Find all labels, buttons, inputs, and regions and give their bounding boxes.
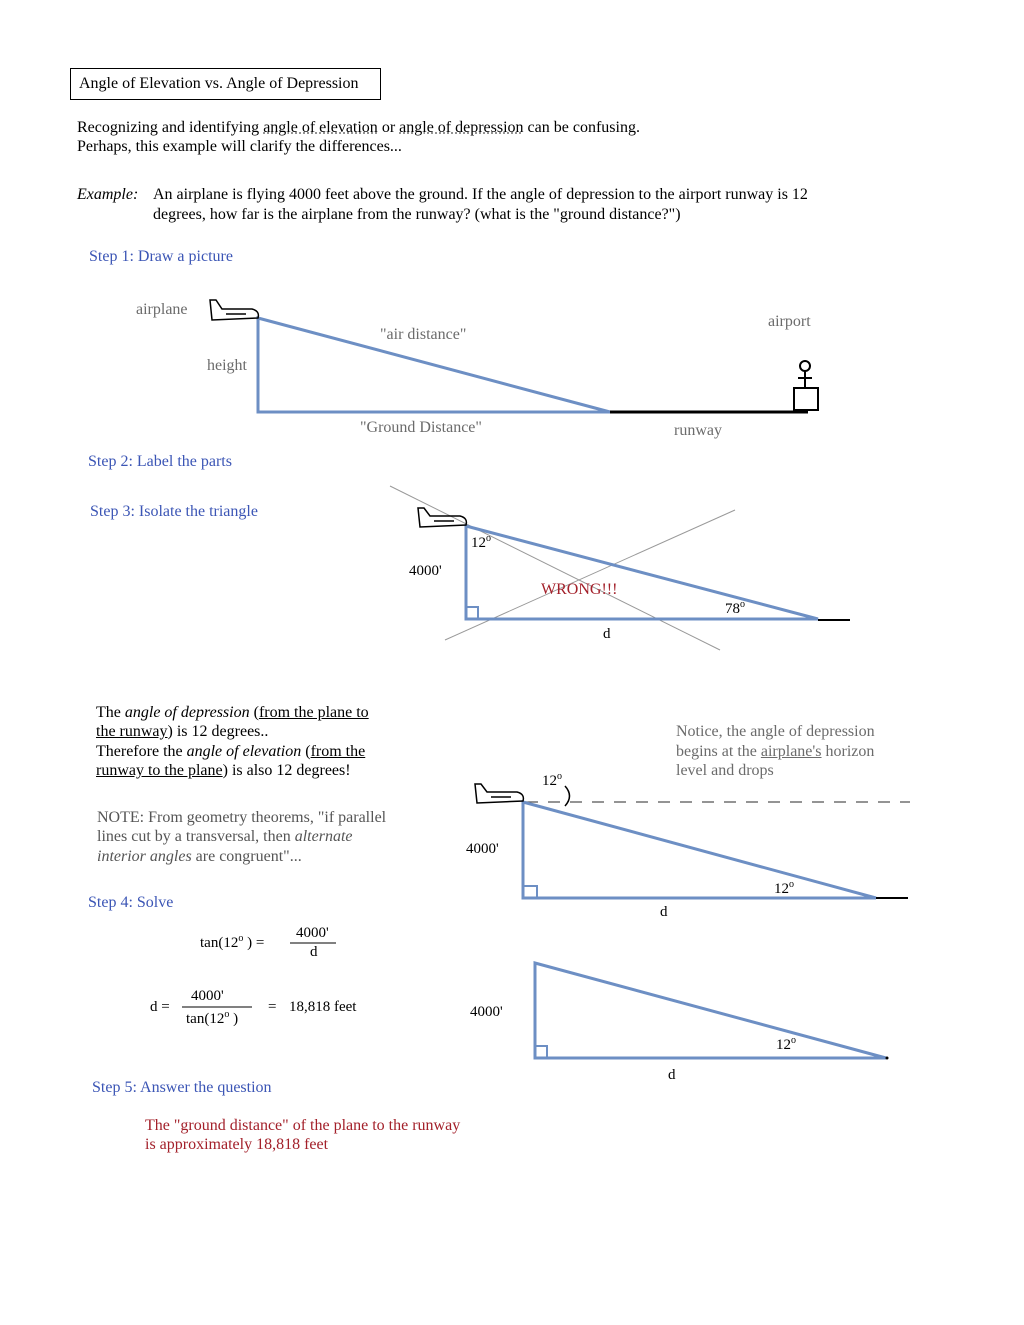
note-line-3 [97, 848, 302, 866]
notice-line-1: Notice, the angle of depression [676, 723, 875, 740]
explain-text: ) is 12 degrees.. [167, 723, 269, 740]
end-dot [886, 1057, 889, 1060]
label-airport: airport [768, 313, 811, 330]
label-angle-78 [725, 599, 745, 618]
math-text: ) = [243, 935, 265, 951]
note-text: lines cut by a transversal, then [97, 828, 295, 845]
equation-1-lhs [200, 933, 264, 952]
page-title: Angle of Elevation vs. Angle of Depression [70, 68, 381, 100]
intro-text: Recognizing and identifying [77, 119, 264, 136]
notice-text: begins at the [676, 743, 761, 760]
equation-1-denominator: d [310, 944, 318, 960]
label-height: height [207, 357, 247, 374]
right-angle-mark [535, 1046, 547, 1058]
step-1: Step 1: Draw a picture [89, 248, 233, 265]
explain-text: ( [301, 743, 311, 760]
diagram-1 [258, 318, 808, 412]
degree-symbol: o [557, 771, 562, 782]
math-text: tan(12 [186, 1011, 225, 1027]
explain-underlined: runway to the plane [96, 762, 223, 779]
label-angle-12-horizon [542, 771, 562, 790]
degree-symbol: o [486, 533, 491, 544]
label-airplane: airplane [136, 301, 188, 318]
example-line-2: degrees, how far is the airplane from the runway? (what is the "ground distance?") [153, 206, 681, 223]
step-3: Step 3: Isolate the triangle [90, 503, 258, 520]
notice-line-3: level and drops [676, 762, 774, 779]
diagram-3 [523, 786, 910, 898]
degree-symbol: o [789, 879, 794, 890]
angle-value: 12 [542, 773, 557, 789]
label-height-4000: 4000' [470, 1004, 503, 1020]
angle-value: 12 [471, 535, 486, 551]
airport-tower-icon [794, 361, 818, 410]
example-label: Example: [77, 186, 139, 203]
note-term: interior angles [97, 848, 192, 865]
intro-term-elevation: angle of elevation [263, 119, 378, 136]
step-5: Step 5: Answer the question [92, 1079, 272, 1096]
explain-term: angle of depression [124, 704, 250, 721]
degree-symbol: o [224, 1009, 230, 1020]
diagram4-triangle [535, 963, 886, 1058]
equation-2-denominator [186, 1009, 238, 1028]
answer-line-2: is approximately 18,818 feet [145, 1136, 329, 1153]
diagram3-triangle [523, 802, 876, 898]
angle-value: 78 [725, 601, 740, 617]
example-line-1: An airplane is flying 4000 feet above the ground. If the angle of depression to the airport runway is 12 [153, 186, 808, 203]
intro-text: can be confusing. [523, 119, 640, 136]
step-4: Step 4: Solve [88, 894, 174, 911]
note-line-1: NOTE: From geometry theorems, "if parallel [97, 809, 387, 826]
airplane-icon [418, 508, 466, 527]
explain-line-3 [96, 742, 365, 761]
explain-text: ( [249, 704, 259, 721]
label-d: d [603, 626, 611, 642]
equation-1-numerator: 4000' [296, 925, 329, 941]
explain-line-1 [96, 703, 369, 722]
label-angle-12-top [471, 533, 491, 552]
math-text: tan(12 [200, 935, 239, 951]
note-text: are congruent"... [191, 848, 302, 865]
airplane-icon [475, 784, 523, 803]
explain-underlined: from the [310, 743, 366, 760]
label-height-4000: 4000' [466, 841, 499, 857]
degree-symbol: o [238, 933, 244, 944]
degree-symbol: o [791, 1035, 796, 1046]
explain-term: angle of elevation [186, 743, 302, 760]
explain-line-2 [96, 722, 268, 741]
math-text: ) [229, 1011, 239, 1027]
equation-2-numerator: 4000' [191, 988, 224, 1004]
diagram-4 [535, 963, 889, 1060]
label-d: d [660, 904, 668, 920]
label-air-distance: "air distance" [380, 326, 467, 343]
label-ground-distance: "Ground Distance" [360, 419, 482, 436]
intro-text: or [377, 119, 400, 136]
equation-2-equals: = [268, 999, 277, 1015]
notice-line-2 [676, 743, 874, 761]
explain-line-4 [96, 761, 351, 780]
airplane-icon [210, 300, 258, 320]
equation-2-result: 18,818 feet [289, 999, 357, 1015]
intro-term-depression: angle of depression [399, 119, 524, 136]
angle-value: 12 [776, 1037, 791, 1053]
label-wrong: WRONG!!! [541, 581, 618, 598]
label-angle-12-right [776, 1035, 796, 1054]
angle-value: 12 [774, 881, 789, 897]
explain-underlined: the runway [96, 723, 168, 740]
note-term: alternate [294, 828, 353, 845]
degree-symbol: o [740, 599, 745, 610]
explain-text: The [96, 704, 125, 721]
label-height-4000: 4000' [409, 563, 442, 579]
notice-text: horizon [821, 743, 875, 760]
equation-2-lhs: d = [150, 999, 170, 1015]
explain-text: ) is also 12 degrees! [222, 762, 351, 779]
diagram-2 [390, 486, 850, 650]
step-2: Step 2: Label the parts [88, 453, 232, 470]
explain-underlined: from the plane to [258, 704, 369, 721]
notice-underlined: airplane's [760, 743, 822, 760]
angle-arc [565, 786, 570, 806]
answer-line-1: The "ground distance" of the plane to the runway [145, 1117, 461, 1134]
diagram2-triangle [466, 526, 818, 619]
label-angle-12-right [774, 879, 794, 898]
right-angle-mark [523, 886, 537, 898]
label-runway: runway [674, 422, 722, 439]
label-d: d [668, 1067, 676, 1083]
note-line-2 [97, 828, 352, 846]
explain-text: Therefore the [96, 743, 187, 760]
intro-line-2: Perhaps, this example will clarify the differences... [77, 138, 402, 155]
right-angle-mark [466, 607, 478, 619]
